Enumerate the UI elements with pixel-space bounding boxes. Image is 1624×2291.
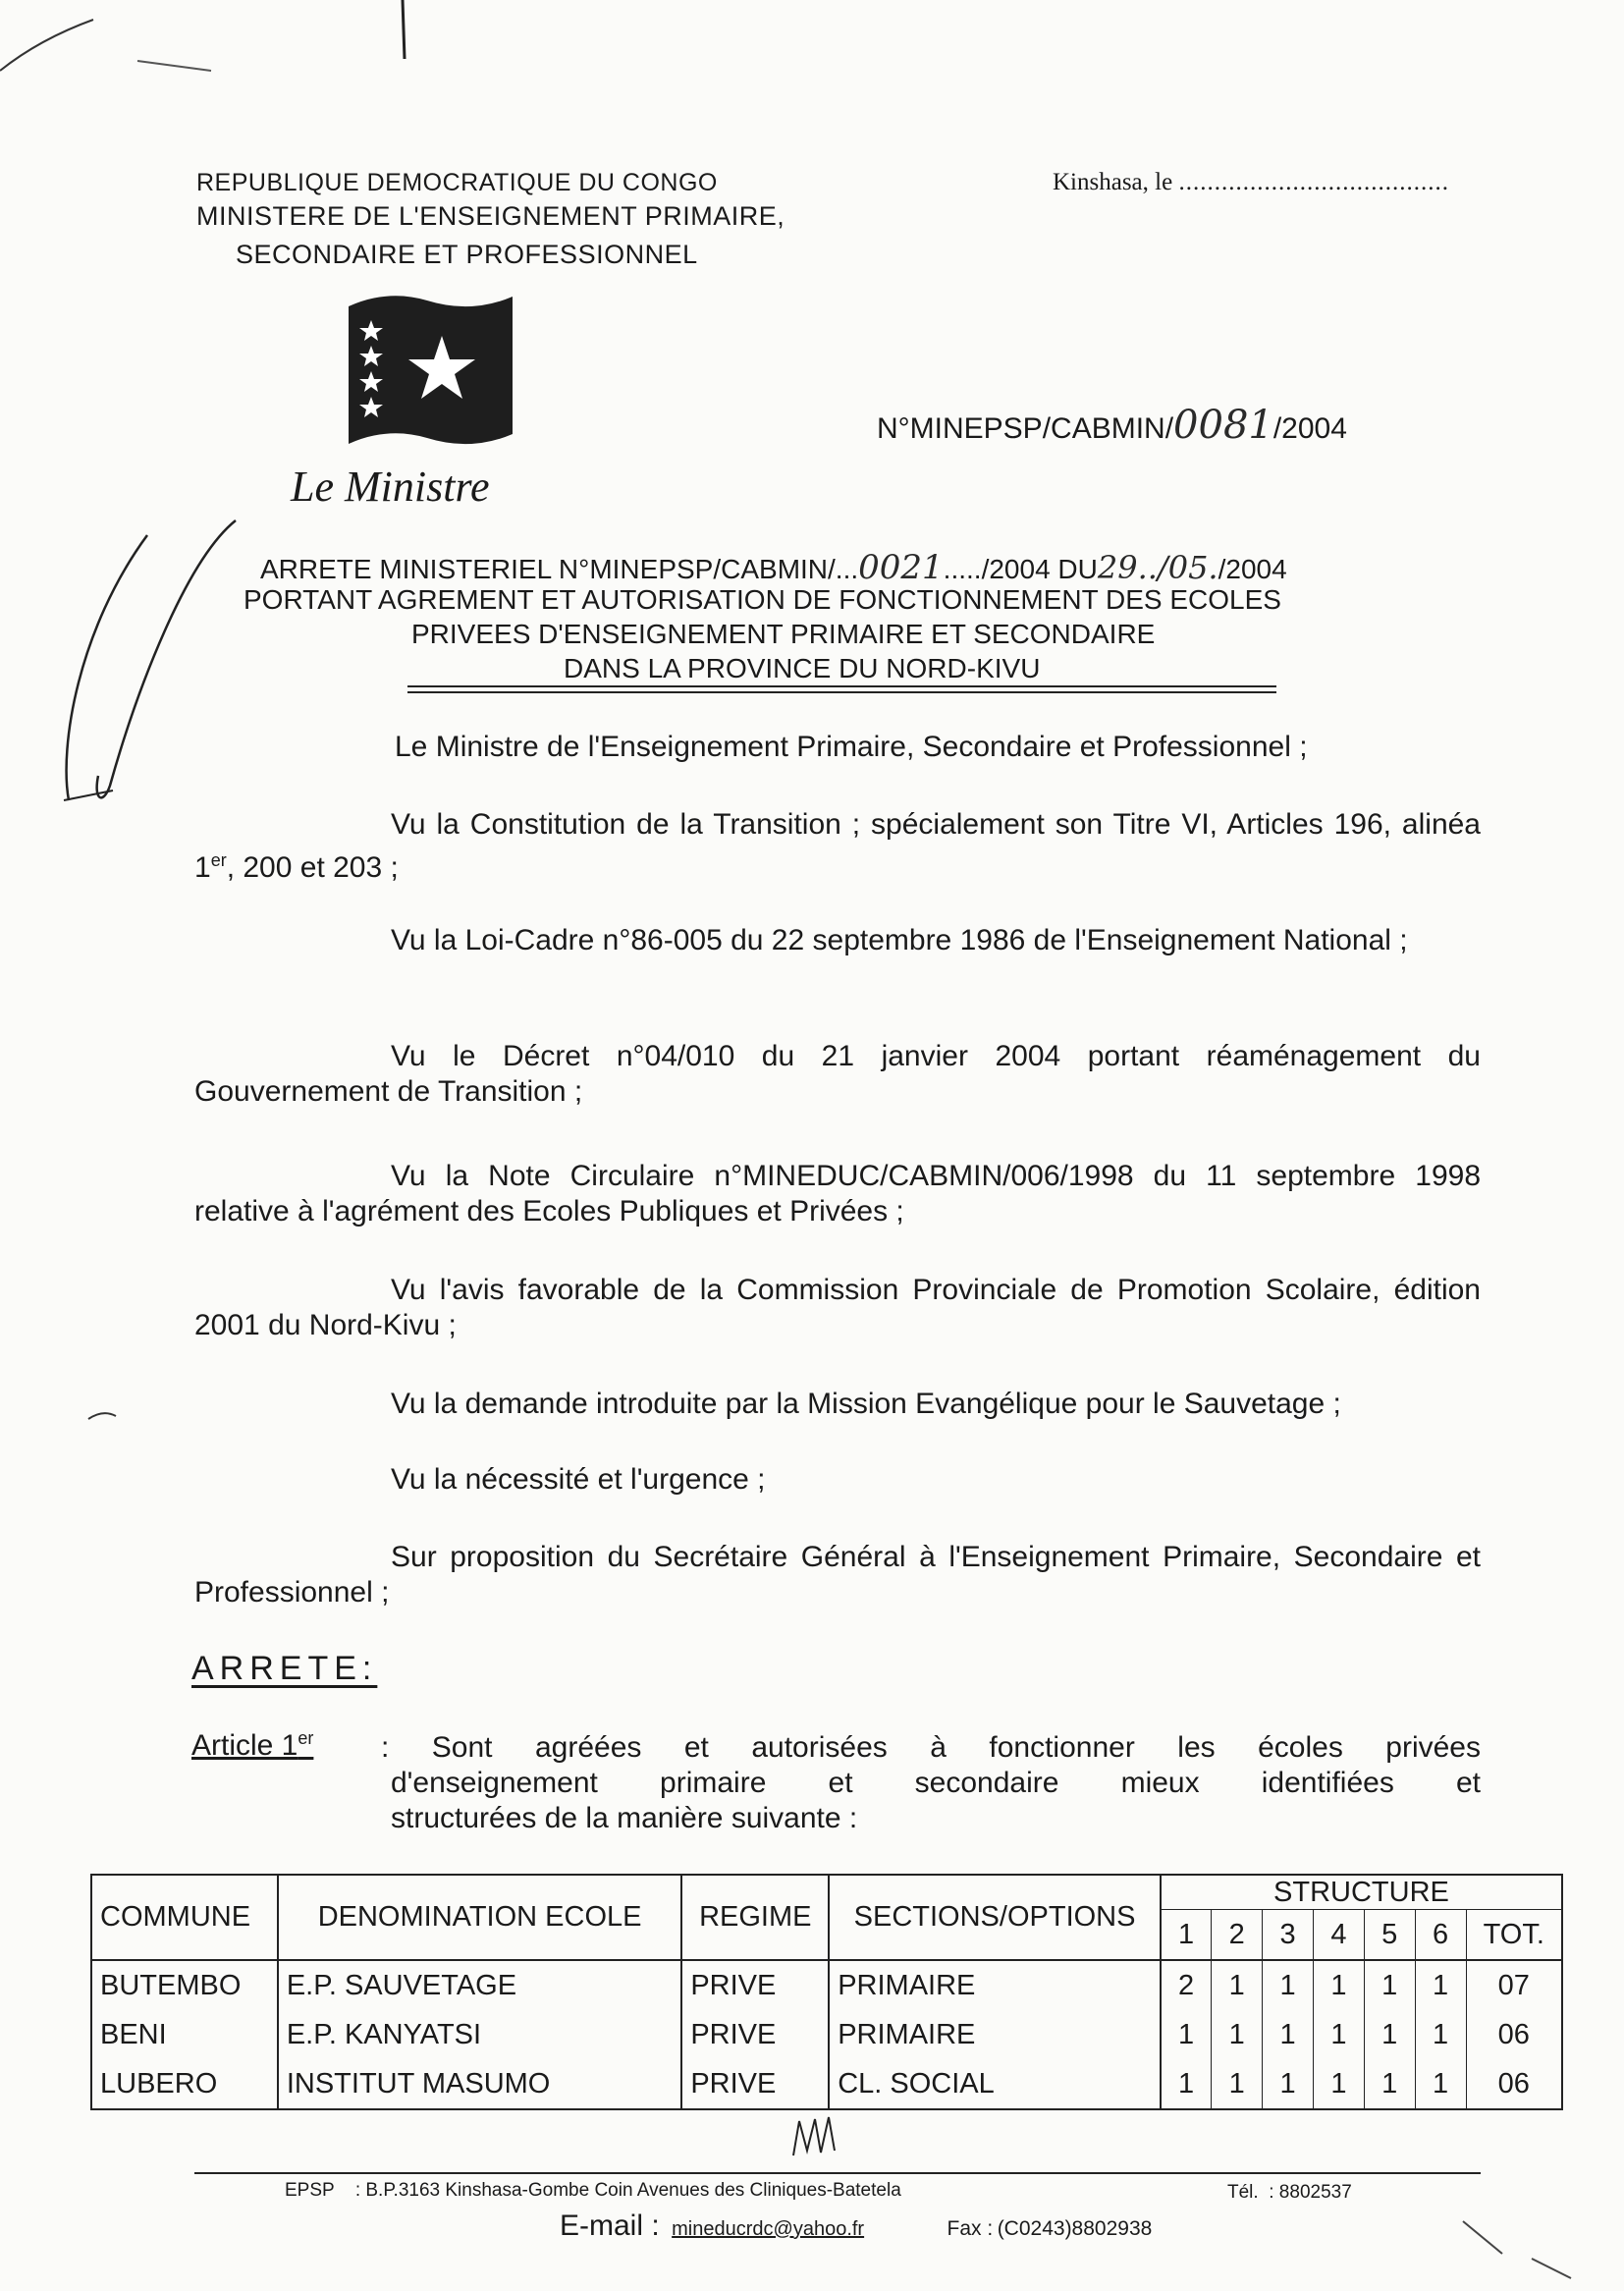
header-level-5: 5: [1364, 1910, 1415, 1961]
cell-denomination: INSTITUT MASUMO: [278, 2059, 682, 2109]
table-row: [91, 2059, 1562, 2109]
footer-contact: [560, 2209, 1152, 2243]
cell-level-4: 1: [1313, 2059, 1364, 2109]
table-row: [91, 1960, 1562, 2010]
paragraph-proposition: [194, 1540, 1481, 1610]
cell-level-6: 1: [1415, 2010, 1466, 2059]
country-name: REPUBLIQUE DEMOCRATIQUE DU CONGO: [196, 169, 718, 196]
paragraph-constitution: [194, 807, 1481, 886]
table-row: [91, 2010, 1562, 2059]
header-total: TOT.: [1466, 1910, 1562, 1961]
title-underline-1: [407, 685, 1276, 687]
footer-email-label: E-mail :: [560, 2209, 660, 2242]
table-header-row: [91, 1875, 1562, 1910]
paragraph-demande: Vu la demande introduite par la Mission Evangélique pour le Sauvetage ;: [391, 1388, 1341, 1420]
arrete-ref-suffix: /2004: [1218, 554, 1287, 584]
avis-text: Vu l'avis favorable de la Commission Provinciale de Promotion Scolaire, édition 2001 du Nord-Kivu ;: [194, 1274, 1481, 1341]
footer-email-link[interactable]: mineducrdc@yahoo.fr: [672, 2218, 865, 2240]
constitution-text: Vu la Constitution de la Transition ; spécialement son Titre VI, Articles 196, alinéa 1: [194, 808, 1481, 884]
cell-denomination: E.P. SAUVETAGE: [278, 1960, 682, 2010]
paragraph-loi-cadre: [194, 923, 1481, 958]
cell-level-4: 1: [1313, 1960, 1364, 2010]
cell-level-1: 1: [1161, 2010, 1212, 2059]
note-circulaire-text: Vu la Note Circulaire n°MINEDUC/CABMIN/006/1998 du 11 septembre 1998 relative à l'agrément des Ecoles Publiques et Privées ;: [194, 1160, 1481, 1227]
arrete-ref-mid: ...../2004 DU: [943, 554, 1098, 584]
decret-text: Vu le Décret n°04/010 du 21 janvier 2004 portant réaménagement du Gouvernement de Transition ;: [194, 1040, 1481, 1108]
header-level-2: 2: [1212, 1910, 1263, 1961]
header-level-1: 1: [1161, 1910, 1212, 1961]
cell-level-4: 1: [1313, 2010, 1364, 2059]
footer-address: [285, 2180, 901, 2202]
paragraph-avis: [194, 1273, 1481, 1343]
ministry-line-1: MINISTERE DE L'ENSEIGNEMENT PRIMAIRE,: [196, 201, 785, 231]
place-date: [1053, 169, 1449, 196]
flag-emblem: [344, 287, 520, 459]
article-label-sup: er: [298, 1728, 314, 1748]
arrete-title-line-2: PORTANT AGREMENT ET AUTORISATION DE FONCTIONNEMENT DES ECOLES: [244, 584, 1281, 615]
header-level-6: 6: [1415, 1910, 1466, 1961]
article-label-text: Article 1: [191, 1729, 298, 1762]
cell-regime: PRIVE: [681, 2059, 829, 2109]
cell-level-2: 1: [1212, 2059, 1263, 2109]
cell-level-1: 2: [1161, 1960, 1212, 2010]
schools-table: [90, 1874, 1563, 2110]
reference-handwritten-number: 0081: [1173, 403, 1273, 448]
footer-fax-value: (C0243)8802938: [997, 2217, 1153, 2240]
footer-divider: [194, 2172, 1481, 2174]
cell-level-3: 1: [1263, 2010, 1314, 2059]
header-sections: SECTIONS/OPTIONS: [829, 1875, 1161, 1960]
cell-commune: BENI: [91, 2010, 278, 2059]
title-underline-2: [407, 691, 1276, 693]
article-text-line-3: structurées de la manière suivante :: [391, 1802, 858, 1834]
paragraph-decret: [194, 1039, 1481, 1110]
constitution-text-end: , 200 et 203 ;: [226, 851, 399, 884]
header-structure: STRUCTURE: [1161, 1875, 1562, 1910]
cell-level-5: 1: [1364, 1960, 1415, 2010]
cell-level-5: 1: [1364, 2010, 1415, 2059]
cell-level-3: 1: [1263, 2059, 1314, 2109]
paragraph-minister: Le Ministre de l'Enseignement Primaire, Secondaire et Professionnel ;: [395, 731, 1308, 763]
cell-total: 07: [1497, 1969, 1530, 2001]
minister-title: Le Ministre: [291, 463, 490, 511]
footer-telephone: [1227, 2182, 1352, 2204]
cell-total: 06: [1497, 2067, 1530, 2100]
cell-denomination: E.P. KANYATSI: [278, 2010, 682, 2059]
cell-level-1: 1: [1161, 2059, 1212, 2109]
place-date-dots: ......................................: [1178, 169, 1449, 195]
header-denomination: DENOMINATION ECOLE: [278, 1875, 682, 1960]
cell-total: 06: [1497, 2018, 1530, 2050]
cell-level-3: 1: [1263, 1960, 1314, 2010]
place-date-label: Kinshasa, le: [1053, 169, 1173, 195]
reference-prefix: N°MINEPSP/CABMIN/: [877, 412, 1174, 445]
proposition-text: Sur proposition du Secrétaire Général à l'Enseignement Primaire, Secondaire et Professionnel ;: [194, 1541, 1481, 1609]
reference-suffix: /2004: [1272, 412, 1347, 445]
cell-level-5: 1: [1364, 2059, 1415, 2109]
article-text-line-2: d'enseignement primaire et secondaire mieux identifiées et: [391, 1767, 1481, 1799]
cell-level-6: 1: [1415, 1960, 1466, 2010]
footer-fax-label: Fax :: [947, 2217, 994, 2240]
header-level-3: 3: [1263, 1910, 1314, 1961]
paragraph-necessite: Vu la nécessité et l'urgence ;: [391, 1463, 766, 1496]
footer-tel-value: : 8802537: [1269, 2182, 1352, 2203]
cell-level-2: 1: [1212, 2010, 1263, 2059]
cell-sections: PRIMAIRE: [829, 1960, 1161, 2010]
header-regime: REGIME: [681, 1875, 829, 1960]
constitution-sup: er: [210, 850, 227, 870]
arrete-title-line-4: DANS LA PROVINCE DU NORD-KIVU: [564, 653, 1041, 683]
cell-regime: PRIVE: [681, 2010, 829, 2059]
header-level-4: 4: [1313, 1910, 1364, 1961]
arrete-title-line-1: [260, 548, 1287, 587]
ministry-line-2: SECONDAIRE ET PROFESSIONNEL: [236, 240, 698, 269]
article-label: [191, 1728, 313, 1763]
reference-number: [877, 403, 1347, 448]
arrete-hand-number: 0021: [858, 548, 944, 587]
header-commune: COMMUNE: [91, 1875, 278, 1960]
handwritten-initials: [785, 2111, 844, 2165]
paragraph-note-circulaire: [194, 1159, 1481, 1229]
cell-sections: CL. SOCIAL: [829, 2059, 1161, 2109]
arrete-title-line-3: PRIVEES D'ENSEIGNEMENT PRIMAIRE ET SECONDAIRE: [411, 619, 1156, 649]
footer-address-text: : B.P.3163 Kinshasa-Gombe Coin Avenues des Cliniques-Batetela: [354, 2180, 901, 2201]
cell-sections: PRIMAIRE: [829, 2010, 1161, 2059]
cell-commune: LUBERO: [91, 2059, 278, 2109]
cell-commune: BUTEMBO: [91, 1960, 278, 2010]
article-text-line-1: : Sont agréées et autorisées à fonctionner les écoles privées: [381, 1731, 1481, 1764]
cell-level-2: 1: [1212, 1960, 1263, 2010]
arrete-ref-prefix: ARRETE MINISTERIEL N°MINEPSP/CABMIN/...: [260, 554, 859, 584]
cell-level-6: 1: [1415, 2059, 1466, 2109]
arrete-hand-date: 29../05.: [1097, 549, 1218, 586]
loi-cadre-text: Vu la Loi-Cadre n°86-005 du 22 septembre 1986 de l'Enseignement National ;: [391, 924, 1408, 956]
arrete-heading: ARRETE:: [191, 1650, 378, 1687]
cell-regime: PRIVE: [681, 1960, 829, 2010]
footer-tel-label: Tél.: [1227, 2182, 1259, 2203]
footer-org: EPSP: [285, 2180, 335, 2201]
